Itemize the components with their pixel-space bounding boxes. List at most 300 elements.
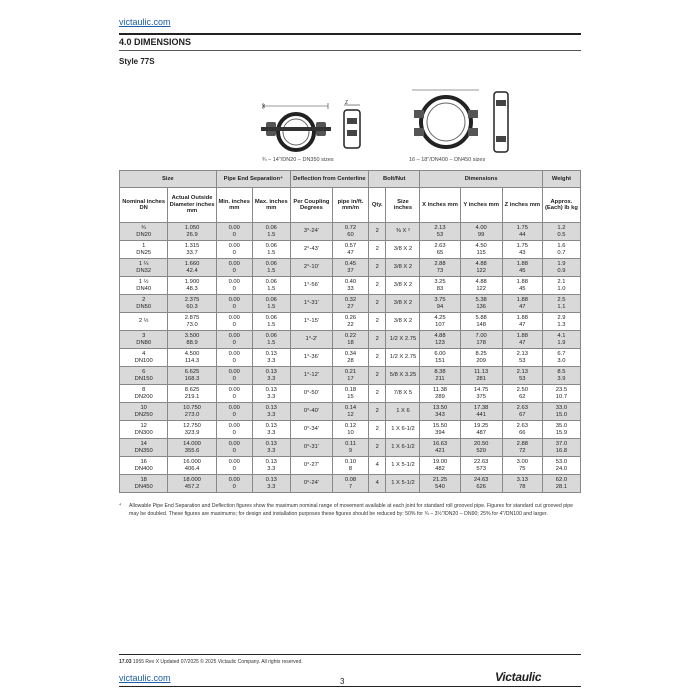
cell-wt — [542, 313, 580, 331]
cell-min-imperial: 0.00 — [228, 459, 240, 466]
cell-y-metric: 99 — [477, 231, 485, 238]
cell-pipe — [332, 475, 368, 493]
col-bolt-size: Size inches — [386, 188, 420, 223]
cell-x-imperial: 2.13 — [434, 225, 446, 232]
caption-right: 16 – 18"/DN400 – DN450 sizes — [409, 157, 486, 163]
cell-wt — [542, 295, 580, 313]
cell-x-metric: 73 — [436, 267, 444, 274]
cell-y-imperial: 11.13 — [474, 369, 489, 376]
cell-z-metric: 53 — [519, 375, 526, 382]
cell-pipe — [332, 223, 368, 241]
col-z: Z inches mm — [502, 188, 542, 223]
cell-od-imperial: 1.315 — [184, 243, 200, 250]
cell-od — [168, 475, 216, 493]
header-rule — [119, 33, 581, 35]
table-row — [120, 349, 581, 367]
cell-y — [460, 421, 502, 439]
cell-nom-metric: DN40 — [136, 285, 152, 292]
cell-z-imperial: 1.88 — [516, 261, 528, 268]
cell-z — [502, 277, 542, 295]
cell-y — [460, 475, 502, 493]
page-number: 3 — [340, 677, 345, 686]
cell-od — [168, 421, 216, 439]
cell-x-metric: 123 — [435, 339, 445, 346]
cell-bolt: 3/8 X 2 — [386, 313, 420, 331]
cell-y-imperial: 20.50 — [473, 441, 489, 448]
col-pipe: pipe in/ft. mm/m — [332, 188, 368, 223]
cell-min-metric: 0 — [232, 357, 236, 364]
cell-nom — [120, 385, 168, 403]
cell-z-metric: 45 — [519, 285, 526, 292]
cell-nom — [120, 403, 168, 421]
cell-max — [252, 241, 290, 259]
cell-wt — [542, 457, 580, 475]
label-z-left: Z — [345, 100, 349, 106]
cell-wt-imperial: 23.5 — [555, 387, 568, 394]
cell-bolt: 3/8 X 2 — [386, 241, 420, 259]
cell-y-metric: 520 — [476, 447, 486, 454]
table-row — [120, 439, 581, 457]
cell-z — [502, 295, 542, 313]
cell-pipe-metric: 8 — [348, 465, 353, 472]
cell-wt-imperial: 1.6 — [557, 243, 566, 250]
cell-min-metric: 0 — [232, 249, 236, 256]
cell-od-imperial: 1.900 — [184, 279, 200, 286]
cell-nom-metric: DN150 — [134, 375, 153, 382]
cell-z-imperial: 1.75 — [516, 243, 528, 250]
cell-nom-imperial: 10 — [140, 405, 147, 412]
cell-od-imperial: 2.875 — [184, 315, 200, 322]
cell-qty: 2 — [369, 403, 386, 421]
cell-bolt: 1/2 X 2.75 — [386, 331, 420, 349]
cell-y-imperial: 5.38 — [475, 297, 487, 304]
cell-od-imperial: 18.000 — [183, 477, 201, 484]
cell-z-metric: 62 — [519, 393, 526, 400]
cell-max-imperial: 0.06 — [265, 333, 277, 340]
cell-nom — [120, 277, 168, 295]
cell-pipe-imperial: 0.32 — [344, 297, 357, 304]
cell-min-metric: 0 — [232, 411, 236, 418]
cell-y — [460, 295, 502, 313]
cell-x-metric: 394 — [435, 429, 445, 436]
cell-qty: 2 — [369, 385, 386, 403]
cell-y-imperial: 8.25 — [475, 351, 487, 358]
cell-max-metric: 3.3 — [267, 411, 276, 418]
cell-nom — [120, 295, 168, 313]
cell-nom — [120, 259, 168, 277]
cell-wt-imperial: 6.7 — [557, 351, 566, 358]
cell-nom-metric: DN32 — [136, 267, 152, 274]
cell-x-metric: 211 — [435, 375, 445, 382]
table-row — [120, 295, 581, 313]
cell-nom-imperial: 2 ½ — [138, 318, 149, 325]
table-row — [120, 259, 581, 277]
cell-pipe-imperial: 0.21 — [344, 369, 357, 376]
cell-bolt: 1 X 5-1/2 — [386, 475, 420, 493]
cell-max-metric: 1.5 — [267, 339, 276, 346]
header-link[interactable]: victaulic.com — [119, 17, 171, 27]
cell-x — [420, 295, 460, 313]
cell-max — [252, 457, 290, 475]
cell-min-imperial: 0.00 — [228, 297, 240, 304]
cell-od-metric: 114.3 — [185, 357, 200, 364]
cell-nom-metric: DN20 — [136, 231, 152, 238]
cell-od — [168, 385, 216, 403]
cell-od — [168, 439, 216, 457]
col-per-coupling: Per Coupling Degrees — [290, 188, 332, 223]
dimensions-table — [119, 170, 581, 493]
cell-z-imperial: 1.75 — [516, 225, 528, 232]
cell-pipe-imperial: 0.08 — [344, 477, 357, 484]
cell-od-imperial: 4.500 — [184, 351, 200, 358]
cell-wt — [542, 331, 580, 349]
cell-min-metric: 0 — [232, 483, 236, 490]
cell-qty: 2 — [369, 421, 386, 439]
cell-x-imperial: 6.00 — [434, 351, 446, 358]
cell-max-imperial: 0.06 — [265, 279, 277, 286]
cell-wt — [542, 439, 580, 457]
cell-wt-metric: 1.1 — [557, 303, 566, 310]
cell-qty: 2 — [369, 313, 386, 331]
style-label: Style 77S — [119, 57, 155, 66]
cell-nom — [120, 439, 168, 457]
cell-z — [502, 313, 542, 331]
cell-y-imperial: 17.38 — [473, 405, 489, 412]
cell-z-metric: 44 — [519, 231, 526, 238]
footer-link[interactable]: victaulic.com — [119, 673, 171, 683]
cell-nom-metric: DN300 — [134, 429, 153, 436]
cell-max — [252, 331, 290, 349]
cell-qty: 2 — [369, 223, 386, 241]
cell-nom-imperial: 2 — [142, 297, 146, 304]
cell-pipe — [332, 259, 368, 277]
cell-wt-imperial: 37.0 — [555, 441, 568, 448]
cell-x-metric: 482 — [435, 465, 445, 472]
cell-min — [216, 403, 252, 421]
cell-y-imperial: 4.00 — [475, 225, 487, 232]
cell-od — [168, 295, 216, 313]
cell-nom — [120, 313, 168, 331]
cell-od-metric: 219.1 — [184, 393, 200, 400]
cell-y-imperial: 19.25 — [473, 423, 489, 430]
cell-pipe-imperial: 0.57 — [344, 243, 357, 250]
cell-max-metric: 3.3 — [267, 393, 276, 400]
cell-y-metric: 122 — [476, 267, 486, 274]
cell-z — [502, 475, 542, 493]
cell-qty: 2 — [369, 439, 386, 457]
cell-nom-imperial: 18 — [140, 477, 147, 484]
cell-x-imperial: 15.50 — [432, 423, 448, 430]
cell-pipe — [332, 439, 368, 457]
group-separation: Pipe End Separation⁴ — [216, 171, 290, 188]
cell-z — [502, 241, 542, 259]
cell-pipe — [332, 457, 368, 475]
cell-max-metric: 1.5 — [267, 267, 276, 274]
cell-max-imperial: 0.13 — [265, 477, 277, 484]
coupling-large-drawing — [404, 86, 514, 158]
cell-min-metric: 0 — [232, 303, 236, 310]
cell-deg: 2°-43' — [290, 241, 332, 259]
cell-z-imperial: 3.00 — [516, 459, 528, 466]
cell-y — [460, 367, 502, 385]
cell-nom — [120, 367, 168, 385]
cell-min-imperial: 0.00 — [228, 405, 240, 412]
cell-y-imperial: 4.88 — [475, 279, 487, 286]
cell-nom — [120, 241, 168, 259]
col-max: Max. inches mm — [252, 188, 290, 223]
cell-min-imperial: 0.00 — [228, 351, 240, 358]
cell-pipe-metric: 12 — [347, 411, 354, 418]
cell-x — [420, 241, 460, 259]
cell-x-metric: 289 — [435, 393, 445, 400]
cell-min — [216, 349, 252, 367]
cell-wt — [542, 403, 580, 421]
footnote-mark: ⁴ — [119, 503, 122, 509]
cell-z-metric: 67 — [519, 411, 526, 418]
cell-od-imperial: 16.000 — [183, 459, 201, 466]
cell-wt-metric: 3.9 — [557, 375, 566, 382]
cell-bolt: 1 X 6-1/2 — [386, 421, 420, 439]
cell-y-metric: 487 — [476, 429, 486, 436]
cell-x — [420, 349, 460, 367]
cell-nom-metric: DN25 — [136, 249, 152, 256]
cell-wt-metric: 0.7 — [557, 249, 566, 256]
col-min: Min. inches mm — [216, 188, 252, 223]
cell-pipe — [332, 295, 368, 313]
cell-x-imperial: 16.63 — [432, 441, 448, 448]
cell-nom — [120, 457, 168, 475]
table-row — [120, 403, 581, 421]
cell-pipe-imperial: 0.14 — [344, 405, 357, 412]
cell-max-imperial: 0.13 — [265, 351, 277, 358]
cell-bolt: 5/8 X 3.25 — [386, 367, 420, 385]
cell-y — [460, 259, 502, 277]
cell-od — [168, 367, 216, 385]
cell-x-imperial: 13.50 — [432, 405, 448, 412]
cell-z-imperial: 3.13 — [516, 477, 528, 484]
cell-z — [502, 439, 542, 457]
cell-z-metric: 78 — [519, 483, 526, 490]
cell-wt-metric: 10.7 — [555, 393, 568, 400]
cell-min — [216, 439, 252, 457]
cell-min-metric: 0 — [232, 321, 236, 328]
cell-z-imperial: 2.50 — [516, 387, 528, 394]
cell-deg: 0°-34' — [290, 421, 332, 439]
cell-pipe — [332, 349, 368, 367]
cell-wt-metric: 16.8 — [555, 447, 568, 454]
cell-od-imperial: 8.625 — [184, 387, 200, 394]
cell-x-metric: 107 — [435, 321, 445, 328]
cell-x — [420, 439, 460, 457]
cell-max-imperial: 0.13 — [265, 441, 277, 448]
cell-pipe — [332, 277, 368, 295]
cell-wt-metric: 1.0 — [557, 285, 566, 292]
cell-y-metric: 209 — [476, 357, 486, 364]
cell-y-metric: 573 — [476, 465, 486, 472]
cell-wt-imperial: 8.5 — [557, 369, 566, 376]
cell-nom-imperial: 8 — [142, 387, 146, 394]
cell-deg: 1°-56' — [290, 277, 332, 295]
cell-od-imperial: 10.750 — [183, 405, 201, 412]
cell-qty: 4 — [369, 475, 386, 493]
cell-y-metric: 281 — [476, 375, 486, 382]
cell-wt — [542, 367, 580, 385]
cell-y-metric: 441 — [476, 411, 486, 418]
cell-z — [502, 259, 542, 277]
cell-od-metric: 60.3 — [186, 303, 198, 310]
cell-od-metric: 406.4 — [184, 465, 200, 472]
cell-od-metric: 168.3 — [184, 375, 200, 382]
cell-wt — [542, 277, 580, 295]
cell-nom-metric: DN400 — [134, 465, 153, 472]
footnote-text: Allowable Pipe End Separation and Deflection figures show the maximum nominal range of movement available at each joint for standard roll grooved pipe. Figures for standard cut grooved pipe may be doubled. These figures are maximums; for design and installation purposes these figures should be reduced by: 50% for ¾ – 3½"/DN20 – DN90; 25% for 4"/DN100 and larger. — [129, 503, 574, 517]
cell-od-metric: 273.0 — [184, 411, 200, 418]
cell-y-metric: 136 — [476, 303, 486, 310]
cell-max-imperial: 0.06 — [265, 243, 277, 250]
cell-qty: 2 — [369, 241, 386, 259]
table-row — [120, 457, 581, 475]
cell-y — [460, 331, 502, 349]
cell-wt-metric: 28.1 — [555, 483, 568, 490]
cell-nom-imperial: 16 — [140, 459, 147, 466]
cell-min-metric: 0 — [232, 393, 236, 400]
cell-max-metric: 1.5 — [267, 303, 276, 310]
cell-max — [252, 385, 290, 403]
cell-pipe-metric: 33 — [347, 285, 354, 292]
col-nominal: Nominal inches DN — [120, 188, 168, 223]
table-row — [120, 223, 581, 241]
cell-pipe-imperial: 0.45 — [344, 261, 357, 268]
cell-x-imperial: 4.25 — [434, 315, 446, 322]
cell-min-imperial: 0.00 — [228, 333, 240, 340]
cell-od-imperial: 12.750 — [183, 423, 201, 430]
cell-od — [168, 313, 216, 331]
cell-od-metric: 33.7 — [186, 249, 198, 256]
cell-min-imperial: 0.00 — [228, 369, 240, 376]
cell-z — [502, 331, 542, 349]
cell-qty: 2 — [369, 331, 386, 349]
group-deflection: Deflection from Centerline — [290, 171, 368, 188]
cell-min-metric: 0 — [232, 465, 236, 472]
cell-od-imperial: 1.660 — [184, 261, 200, 268]
cell-nom-metric: DN250 — [134, 411, 153, 418]
cell-x-metric: 540 — [435, 483, 445, 490]
cell-nom-imperial: 14 — [140, 441, 147, 448]
cell-x-imperial: 2.88 — [434, 261, 446, 268]
cell-min-imperial: 0.00 — [228, 225, 240, 232]
cell-x — [420, 259, 460, 277]
cell-max-imperial: 0.13 — [265, 387, 277, 394]
cell-od-imperial: 14.000 — [183, 441, 201, 448]
cell-max-metric: 3.3 — [267, 375, 276, 382]
cell-max-imperial: 0.06 — [265, 297, 277, 304]
cell-bolt: 3/8 X 2 — [386, 277, 420, 295]
cell-z — [502, 367, 542, 385]
cell-z — [502, 349, 542, 367]
cell-max — [252, 475, 290, 493]
section-rule — [119, 50, 581, 51]
cell-z — [502, 421, 542, 439]
cell-pipe-imperial: 0.34 — [344, 351, 357, 358]
cell-od — [168, 403, 216, 421]
cell-wt — [542, 259, 580, 277]
cell-max — [252, 259, 290, 277]
cell-min-imperial: 0.00 — [228, 315, 240, 322]
cell-y-metric: 122 — [476, 285, 486, 292]
cell-max-metric: 1.5 — [267, 321, 276, 328]
cell-od-metric: 26.9 — [186, 231, 198, 238]
cell-min — [216, 313, 252, 331]
footnote — [119, 503, 577, 518]
cell-y — [460, 385, 502, 403]
cell-wt-imperial: 2.5 — [557, 297, 566, 304]
cell-deg: 1°-36' — [290, 349, 332, 367]
cell-pipe-metric: 9 — [348, 447, 353, 454]
group-dimensions: Dimensions — [420, 171, 542, 188]
cell-nom-imperial: 12 — [140, 423, 147, 430]
cell-y-imperial: 5.88 — [475, 315, 487, 322]
col-qty: Qty. — [369, 188, 386, 223]
label-x-left: X — [262, 104, 266, 110]
table-row — [120, 313, 581, 331]
cell-wt — [542, 475, 580, 493]
cell-x — [420, 475, 460, 493]
cell-max — [252, 403, 290, 421]
col-y: Y inches mm — [460, 188, 502, 223]
cell-min — [216, 385, 252, 403]
cell-nom — [120, 421, 168, 439]
cell-od-metric: 48.3 — [186, 285, 198, 292]
cell-min — [216, 259, 252, 277]
cell-z-metric: 72 — [519, 447, 526, 454]
cell-max-metric: 3.3 — [267, 429, 276, 436]
cell-nom — [120, 349, 168, 367]
cell-max — [252, 439, 290, 457]
table-row — [120, 385, 581, 403]
cell-min-imperial: 0.00 — [228, 477, 240, 484]
cell-od — [168, 457, 216, 475]
cell-max-imperial: 0.13 — [265, 405, 277, 412]
cell-pipe — [332, 367, 368, 385]
cell-od — [168, 259, 216, 277]
cell-pipe-imperial: 0.12 — [344, 423, 357, 430]
cell-x-imperial: 3.75 — [434, 297, 446, 304]
cell-od-metric: 73.0 — [186, 321, 198, 328]
cell-min — [216, 295, 252, 313]
cell-qty: 2 — [369, 367, 386, 385]
cell-z-imperial: 1.88 — [516, 315, 528, 322]
cell-bolt: 1 X 5-1/2 — [386, 457, 420, 475]
cell-od — [168, 277, 216, 295]
cell-min-imperial: 0.00 — [228, 261, 240, 268]
cell-pipe-metric: 22 — [347, 321, 354, 328]
cell-x-imperial: 8.38 — [434, 369, 446, 376]
cell-od — [168, 241, 216, 259]
group-weight: Weight — [542, 171, 580, 188]
cell-y-imperial: 24.63 — [473, 477, 489, 484]
cell-z-imperial: 2.63 — [516, 423, 528, 430]
cell-bolt: 7/8 X 5 — [386, 385, 420, 403]
cell-nom-imperial: ¾ — [141, 225, 147, 232]
cell-x — [420, 223, 460, 241]
cell-wt-imperial: 35.0 — [555, 423, 568, 430]
cell-min — [216, 223, 252, 241]
cell-od — [168, 349, 216, 367]
cell-pipe — [332, 313, 368, 331]
cell-wt-imperial: 33.0 — [555, 405, 568, 412]
footer-meta — [119, 659, 303, 665]
cell-max-imperial: 0.13 — [265, 459, 277, 466]
